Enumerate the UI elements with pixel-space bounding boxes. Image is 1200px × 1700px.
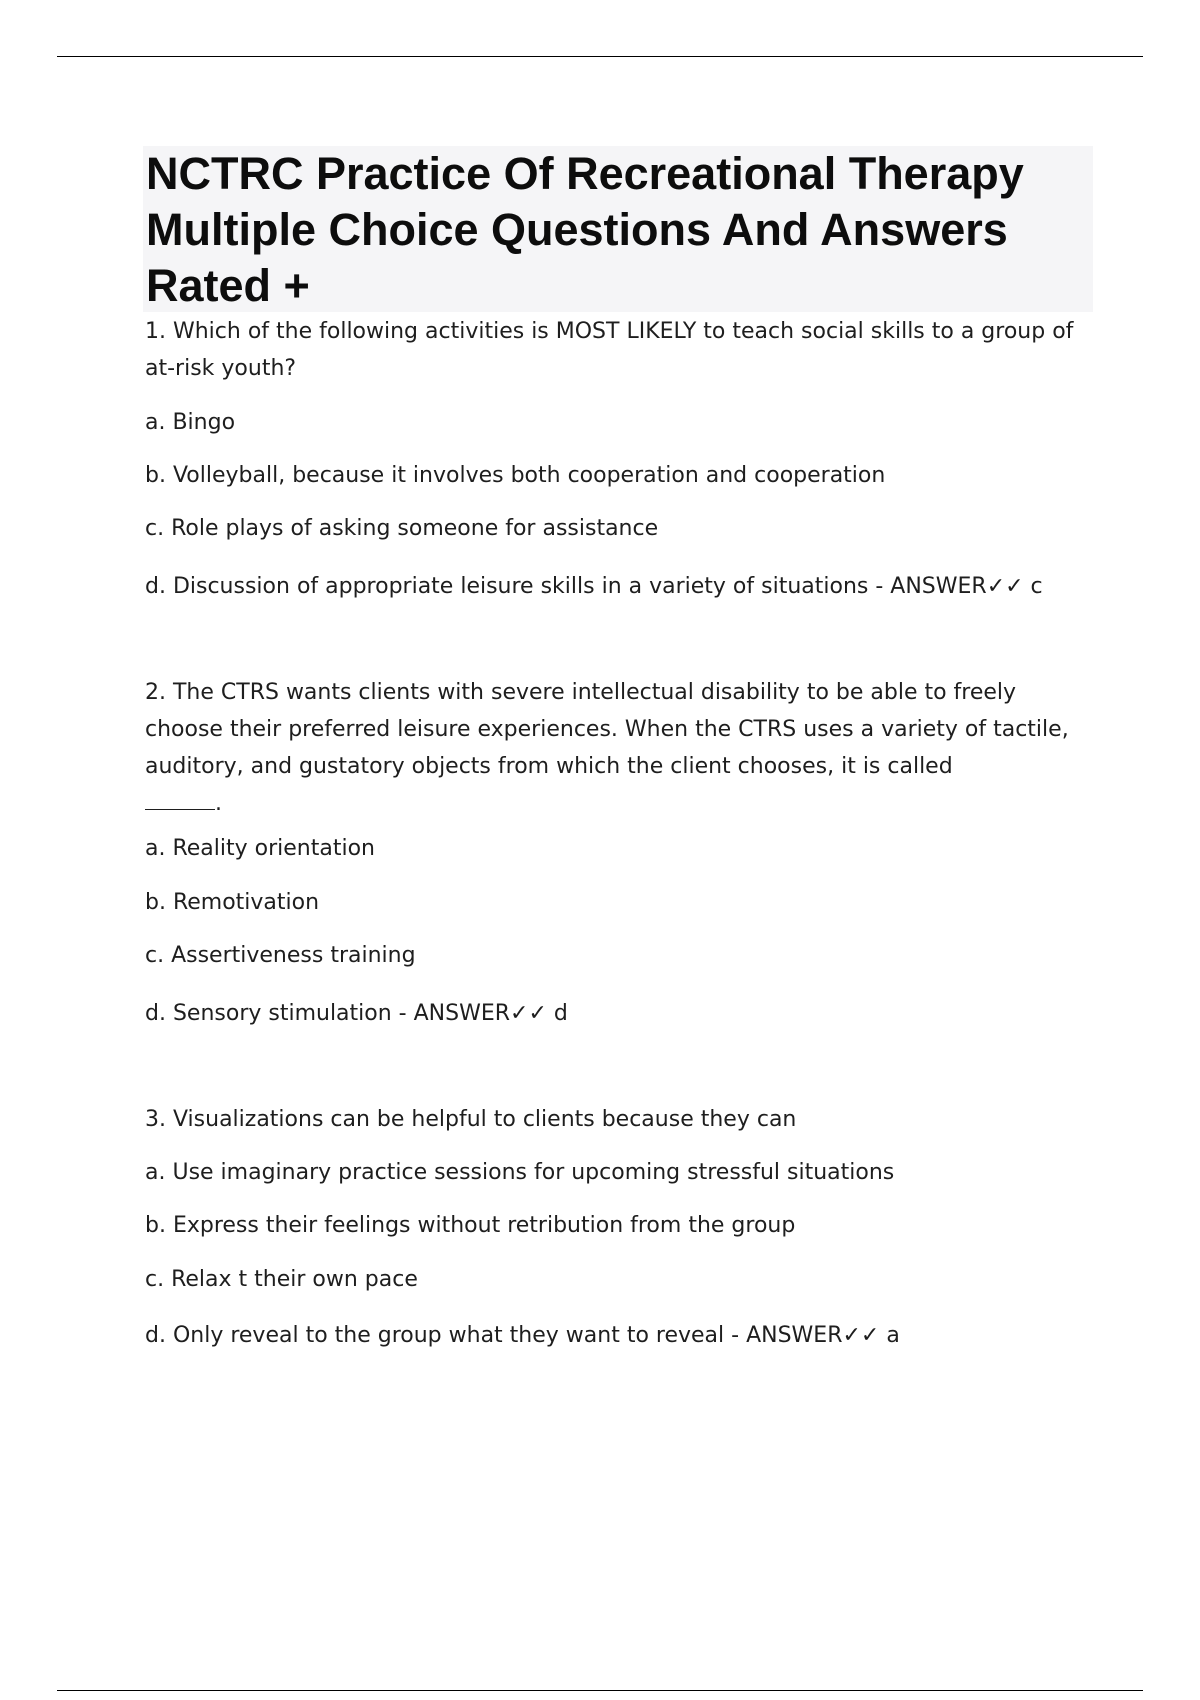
question-1-option-a: a. Bingo bbox=[145, 410, 236, 435]
question-3-option-d: d. Only reveal to the group what they want to reveal - ANSWER✓✓ a bbox=[145, 1323, 900, 1348]
question-3-option-b: b. Express their feelings without retribution from the group bbox=[145, 1213, 796, 1238]
document-title: NCTRC Practice Of Recreational Therapy Multiple Choice Questions And Answers Rated + bbox=[146, 148, 1024, 311]
question-2-option-a: a. Reality orientation bbox=[145, 836, 375, 861]
question-2-stem-end: . bbox=[215, 791, 222, 816]
question-1-text: 1. Which of the following activities is MOST LIKELY to teach social skills to a group of at-risk youth? bbox=[145, 319, 1074, 381]
question-1-option-c: c. Role plays of asking someone for assistance bbox=[145, 516, 659, 541]
question-2-option-d: d. Sensory stimulation - ANSWER✓✓ d bbox=[145, 1001, 568, 1026]
question-list bbox=[145, 313, 1085, 1354]
question-2-stem: 2. The CTRS wants clients with severe intellectual disability to be able to freely choose their preferred leisure experiences. When the CTRS uses a variety of tactile, auditory, and gustatory objects from which the client chooses, it is called bbox=[145, 680, 1069, 779]
question-3-option-c: c. Relax t their own pace bbox=[145, 1267, 418, 1292]
answer-blank bbox=[145, 787, 215, 810]
top-rule bbox=[57, 56, 1143, 57]
question-1-option-d: d. Discussion of appropriate leisure skills in a variety of situations - ANSWER✓✓ c bbox=[145, 574, 1043, 599]
question-2-option-c: c. Assertiveness training bbox=[145, 943, 416, 968]
question-3-text: 3. Visualizations can be helpful to clients because they can bbox=[145, 1107, 797, 1132]
question-1-option-b: b. Volleyball, because it involves both cooperation and cooperation bbox=[145, 463, 886, 488]
question-2-option-b: b. Remotivation bbox=[145, 890, 320, 915]
bottom-rule bbox=[57, 1690, 1143, 1691]
question-2-text bbox=[145, 674, 1085, 822]
question-3-option-a: a. Use imaginary practice sessions for upcoming stressful situations bbox=[145, 1160, 895, 1185]
